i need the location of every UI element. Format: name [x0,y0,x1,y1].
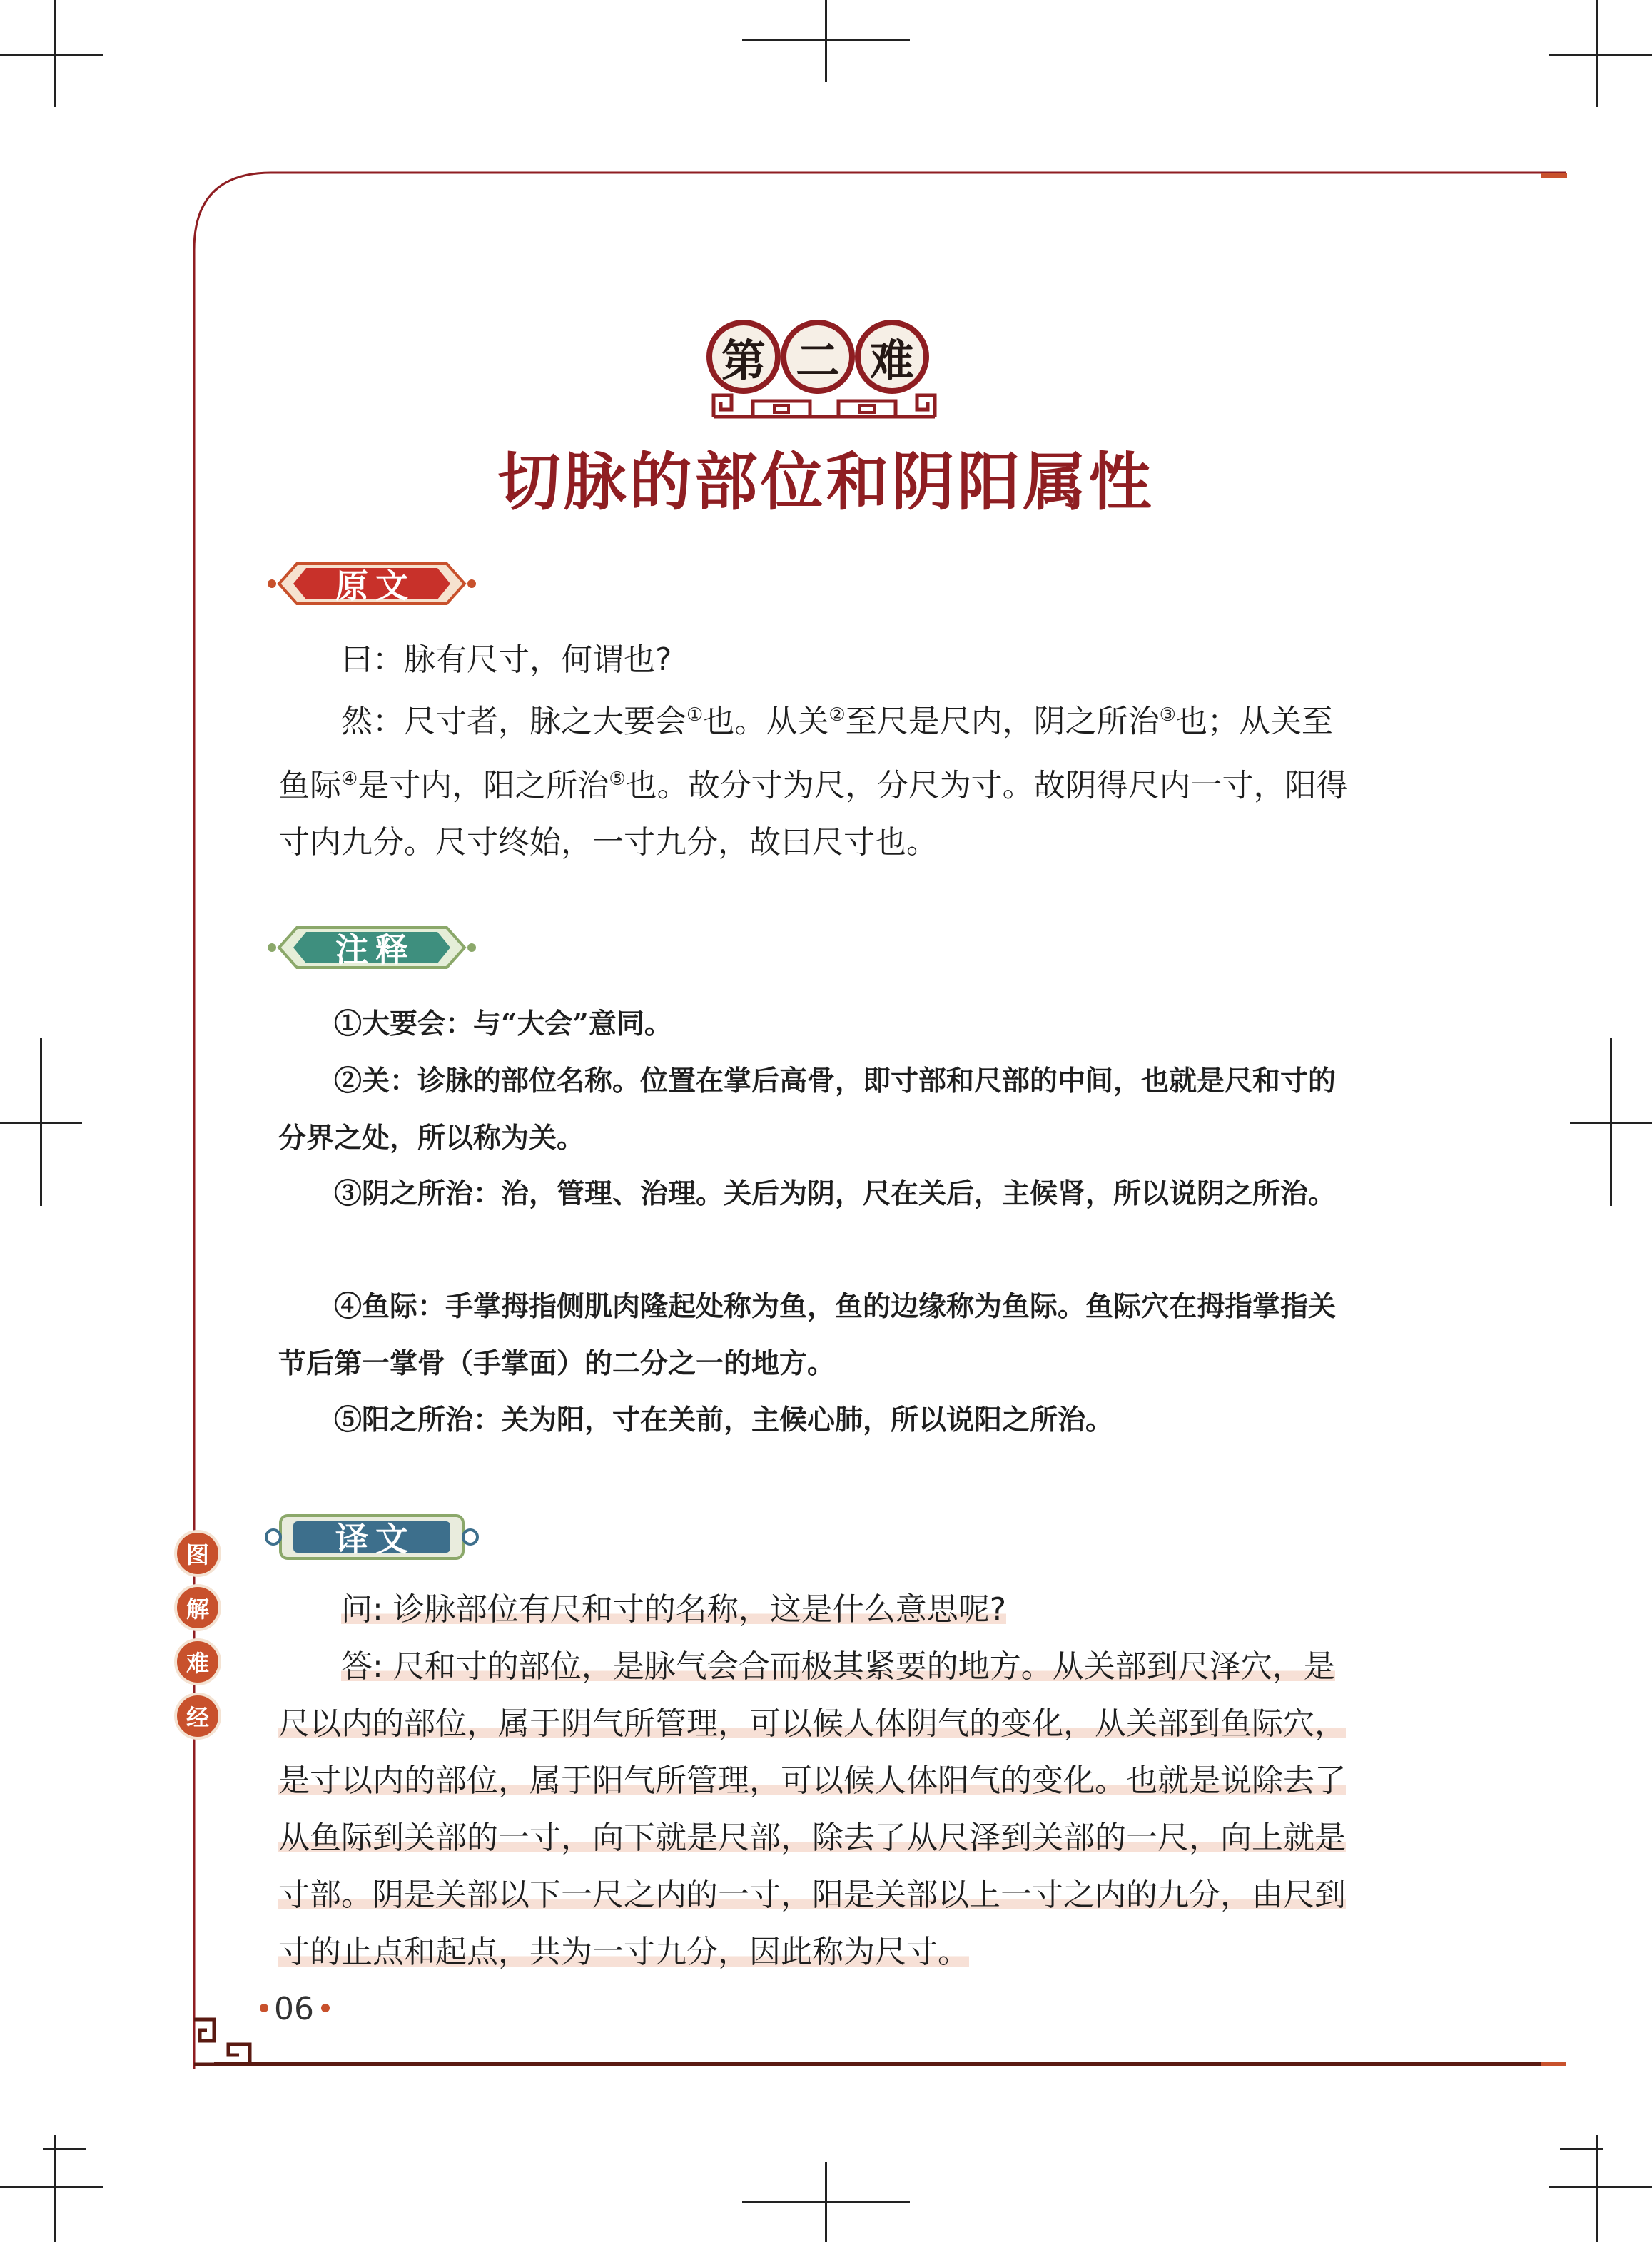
translation-question [278,1581,1356,1638]
section-label-text: 注释 [335,930,415,969]
note-item: ④鱼际：手掌拇指侧肌肉隆起处称为鱼，鱼的边缘称为鱼际。鱼际穴在拇指掌指关节后第一掌骨（手掌面）的二分之一的地方。 [278,1290,1337,1380]
translation-line: 寸的止点和起点，共为一寸九分，因此称为尺寸。 [278,1934,969,1970]
text-run: 也。故分寸为尺，分尺为寸。故阴得尺内一寸，阳得寸内九分。尺寸终始，一寸九分，故曰尺寸也。 [278,767,1348,861]
original-paragraph [278,686,1356,871]
original-paragraph: 曰：脉有尺寸，何谓也? [341,641,672,678]
page-title: 切脉的部位和阴阳属性 [497,445,1155,519]
side-label-char: 解 [174,1584,221,1631]
page-number-dot [321,2004,330,2012]
translation-line-wrap [278,1695,1356,1752]
note-item: ⑤阳之所治：关为阳，寸在关前，主候心肺，所以说阳之所治。 [334,1404,1114,1436]
text-run: 然：尺寸者，脉之大要会 [341,703,686,740]
translation-answer [278,1638,1356,1981]
translation-line: 寸部。阴是关部以下一尺之内的一寸，阳是关部以上一寸之内的九分，由尺到 [278,1877,1346,1913]
translation-line-wrap [278,1638,1356,1695]
chapter-char: 第 [706,320,781,394]
note-item: ②关：诊脉的部位名称。位置在掌后高骨，即寸部和尺部的中间，也就是尺和寸的分界之处，所以称为关。 [278,1065,1337,1155]
note-ref: ② [828,704,846,726]
note-item: ①大要会：与“大会”意同。 [334,1008,672,1040]
text-run: 也。从关 [703,703,829,740]
section-label-notes [283,919,468,976]
section-label-translation [283,1508,468,1566]
chapter-char: 难 [855,320,929,394]
side-label-char: 难 [174,1638,221,1685]
translation-line: 从鱼际到关部的一寸，向下就是尺部，除去了从尺泽到关部的一尺，向上就是 [278,1820,1346,1856]
fret-ornament [710,388,938,421]
section-label-text: 译文 [335,1520,415,1558]
section-label-original [283,555,468,612]
note-ref: ④ [341,768,358,790]
translation-line-wrap [278,1867,1356,1924]
translation-line: 是寸以内的部位，属于阳气所管理，可以候人体阳气的变化。也就是说除去了 [278,1762,1346,1799]
text-run: 至尺是尺内，阴之所治 [845,703,1160,740]
note-item: ③阴之所治：治，管理、治理。关后为阴，尺在关后，主候肾，所以说阴之所治。 [334,1177,1337,1210]
translation-line-wrap [278,1752,1356,1810]
note-ref: ⑤ [609,768,626,790]
section-label-text: 原文 [335,567,415,605]
note-ref: ① [686,704,704,726]
translation-line: 尺以内的部位，属于阴气所管理，可以候人体阴气的变化，从关部到鱼际穴， [278,1705,1346,1742]
translation-line-wrap [278,1924,1356,1981]
page-number: 06 [274,1991,314,2027]
chapter-char: 二 [781,320,855,394]
translation-line: 问: 诊脉部位有尺和寸的名称，这是什么意思呢? [341,1591,1007,1628]
page-number-dot [260,2004,268,2012]
text-run: 也；从关至鱼际 [278,703,1333,804]
translation-line-wrap [278,1810,1356,1867]
text-run: 是寸内，阳之所治 [358,767,609,804]
side-label-char: 图 [174,1530,221,1577]
translation-line: 答: 尺和寸的部位，是脉气会合而极其紧要的地方。从关部到尺泽穴，是 [341,1648,1335,1685]
note-ref: ③ [1159,704,1176,726]
side-label-char: 经 [174,1693,221,1740]
